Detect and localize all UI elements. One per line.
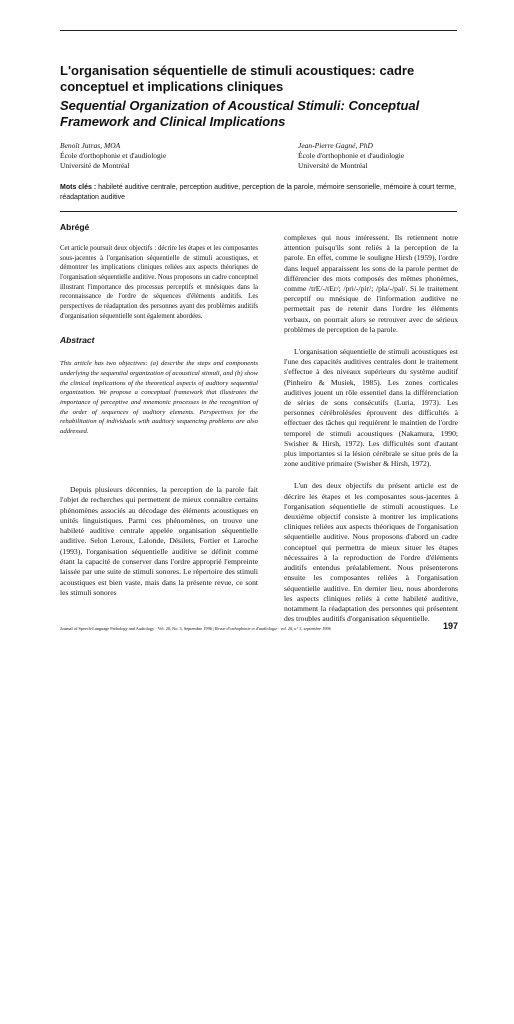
- journal-name-french: Revue d'orthophonie et d'audiologie · vol. 20, n° 3, septembre 1996: [214, 626, 331, 631]
- left-column-abstracts: [60, 222, 258, 437]
- author-department: École d'orthophonie et d'audiologie: [60, 151, 167, 160]
- title-french: L'organisation séquentielle de stimuli acoustiques: cadre conceptuel et implications cliniques: [60, 63, 415, 94]
- keywords-text: habileté auditive centrale, perception auditive, perception de la parole, mémoire sensorielle, mémoire à court terme, réadaptation auditive: [60, 184, 457, 201]
- body-paragraph-1-continued: complexes qui nous intéressent. Ils retiennent notre attention puisqu'ils sont reliés à la perception de la parole. En effet, comme le souligne Hirsh (1959), l'ordre dans lequel apparaissent les sons de la parole permet de différencier des mots composés des mêmes phonèmes, comme /trE/-/tEr/; /pri/-/pir/; /pla/-/pal/. Si le traitement perceptif ou mnésique de l'information auditive ne permettait pas de retenir dans l'ordre les éléments verbaux, on pourrait alors se retrouver avec de sérieux problèmes de perception de la parole.: [284, 233, 458, 334]
- abstract-en-text: This article has two objectives: (a) describe the steps and components underlying the sequential organization of acoustical stimuli, and (b) show the clinical implications of the theoretical aspects of auditory sequential organization. We propose a conceptual framework that illustrates the importance of perceptive and mnemonic processes in the recognition of the order of sequences of auditory elements. Perspectives for the rehabilitation of individuals with auditory sequencing problems are also addressed.: [60, 360, 258, 435]
- author-name: Benoît Jutras, MOA: [60, 141, 121, 150]
- abstract-fr-text: Cet article poursuit deux objectifs : décrire les étapes et les composantes sous-jacentes à l'organisation séquentielle de stimuli acoustiques, et démontrer les implications cliniques reliées aux aspects théoriques de l'organisation séquentielle auditive. Nous proposons un cadre conceptuel illustrant l'importance des processus perceptifs et mnésiques dans la reconnaissance de l'ordre de séquences d'éléments auditifs. Les perspectives de réadaptation des personnes ayant des problèmes auditifs d'organisation séquentielle sont également abordées.: [60, 245, 258, 320]
- abstract-en-heading: Abstract: [60, 335, 95, 346]
- section-rule: [60, 211, 457, 212]
- journal-name-english: Journal of Speech-Language Pathology and Audiology · Vol. 20, No. 3, Septembre 1996 |: [60, 626, 214, 631]
- abstract-fr-heading: Abrégé: [60, 222, 90, 232]
- author-university: Université de Montréal: [60, 161, 130, 170]
- keywords: [60, 183, 458, 203]
- author-1: [60, 141, 260, 171]
- body-paragraph-2: L'organisation séquentielle de stimuli acoustiques est l'une des capacités auditives centrales dont le traitement s'effectue à des niveaux supérieurs du système auditif (Pinheiro & Musiek, 1985). Les zones corticales auditives jouent un rôle essentiel dans la différenciation de séries de sons consécutifs (Luria, 1973). Les personnes cérébrolésées éprouvent des difficultés à effectuer des tâches qui requièrent le maintien de l'ordre temporel de stimuli acoustiques (Nakamura, 1990; Swisher & Hirsh, 1972). Les difficultés sont d'autant plus importantes si la lésion cérébrale se situe près de la zone auditive primaire (Swisher & Hirsh, 1972).: [284, 347, 458, 469]
- right-column-body: [284, 233, 458, 636]
- author-name: Jean-Pierre Gagné, PhD: [298, 141, 373, 150]
- author-2: [298, 141, 458, 171]
- body-paragraph-1: Depuis plusieurs décennies, la perception de la parole fait l'objet de recherches qui permettent de mieux connaître certains phénomènes associés au décodage des éléments acoustiques en unités linguistiques. Parmi ces phénomènes, on trouve une habileté auditive centrale appelée organisation séquentielle auditive. Selon Leroux, Lalonde, Désilets, Fortier et Laroche (1993), l'organisation séquentielle auditive se définit comme étant la capacité de conserver dans l'ordre approprié l'empreinte laissée par une suite de stimuli sonores. Le répertoire des stimuli acoustiques est bien vaste, mais dans la présente revue, ce sont les stimuli sonores: [60, 485, 258, 597]
- page-number: 197: [442, 621, 458, 631]
- author-department: École d'orthophonie et d'audiologie: [298, 151, 405, 160]
- body-paragraph-3: L'un des deux objectifs du présent article est de décrire les étapes et les composantes sous-jacentes à l'organisation séquentielle de stimuli acoustiques. Le deuxième objectif consiste à montrer les implications cliniques reliées aux aspects théoriques de l'organisation séquentielle auditive. Nous proposons d'abord un cadre conceptuel qui permettra de mieux situer les étapes nécessaires à la reproduction de l'ordre d'éléments auditifs entendus préalablement. Nous présenterons ensuite les composantes reliées à l'organisation séquentielle auditive. En dernier lieu, nous aborderons les aspects cliniques reliés à cette habileté auditive, notamment la réadaptation des personnes qui présentent des troubles auditifs d'organisation séquentielle.: [284, 481, 458, 624]
- keywords-label: Mots clés :: [60, 184, 97, 191]
- title-english: Sequential Organization of Acoustical Stimuli: Conceptual Framework and Clinical Implications: [60, 98, 420, 129]
- author-university: Université de Montréal: [298, 161, 368, 170]
- journal-footer: [60, 626, 390, 632]
- top-rule: [60, 30, 457, 31]
